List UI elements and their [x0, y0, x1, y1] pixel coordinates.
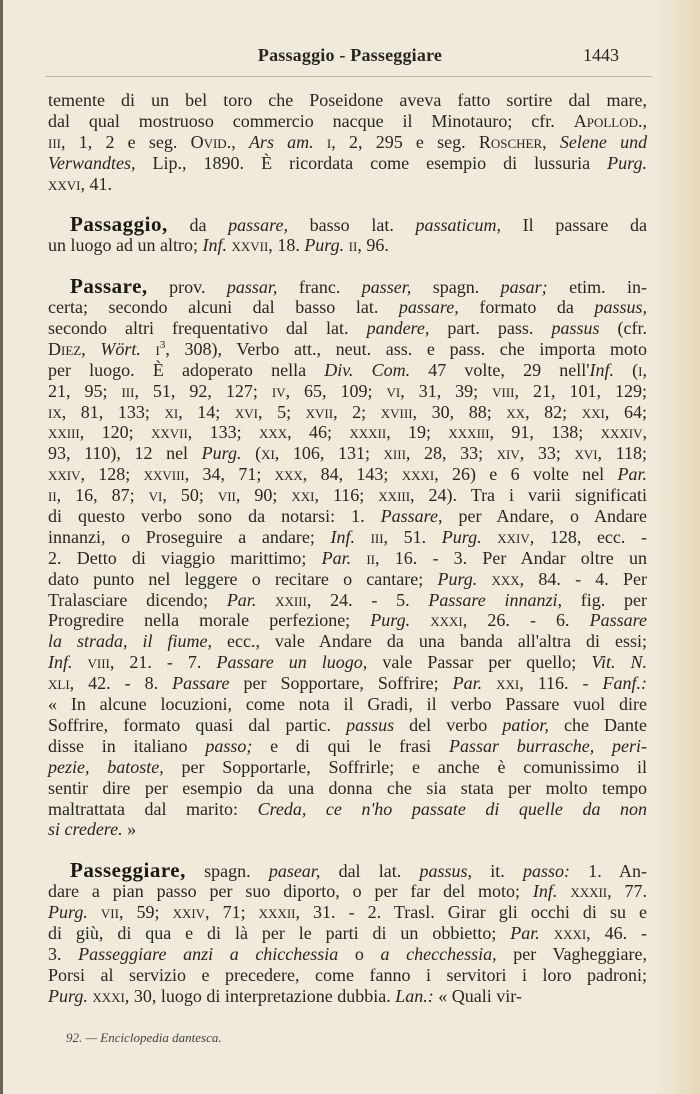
italic-text: Creda, ce n'ho passate di quelle da non: [257, 798, 647, 819]
text: [477, 569, 491, 589]
text: « In alcune locuzioni, come nota il Gradi, il verbo Passare vuol dire: [48, 694, 647, 715]
text: certa; secondo alcuni dal basso lat.: [48, 297, 399, 318]
text-line: [48, 778, 647, 799]
italic-text: Inf.: [589, 359, 614, 380]
text: 91, 138;: [494, 422, 601, 443]
text: 2, 295 e seg.: [335, 131, 479, 152]
text: innanzi, o Proseguire a andare;: [48, 526, 331, 547]
text-line: [48, 339, 647, 360]
small-caps-text: xvi,: [234, 401, 263, 422]
text: [482, 673, 496, 693]
text: [547, 132, 560, 152]
small-caps-text: xxi,: [291, 485, 319, 506]
small-caps-text: ii,: [366, 547, 380, 568]
text: 116;: [318, 485, 379, 506]
italic-text: Par.: [617, 464, 647, 485]
text-line: [48, 276, 647, 297]
text: [314, 132, 327, 152]
text: dato punto nel leggere o recitare o cantare;: [48, 568, 438, 589]
italic-text: Ars am.: [248, 131, 314, 152]
text-line: [48, 694, 647, 715]
text: [482, 527, 498, 547]
italic-text: Selene und: [559, 131, 648, 152]
italic-text: Purg.: [48, 985, 88, 1006]
text-line: [48, 610, 647, 631]
page-margin-shadow: [655, 0, 700, 1094]
text-line: [48, 214, 647, 235]
small-caps-text: xxx,: [259, 422, 292, 443]
text: per Vagheggiare,: [496, 943, 648, 964]
headword: Passeggiare,: [70, 858, 186, 883]
small-caps-text: ix,: [48, 401, 67, 422]
text: 2. Detto di viaggio marittimo;: [48, 547, 322, 568]
text: temente di un bel toro che Poseidone aveva fatto sortire dal mare,: [48, 90, 647, 110]
text: Tralasciare dicendo;: [48, 589, 227, 610]
text: Il passare da: [501, 215, 647, 236]
text: 51, 92, 127;: [138, 380, 272, 401]
small-caps-text: Ovid.,: [190, 131, 236, 152]
small-caps-text: xxxii,: [570, 881, 612, 902]
text-line: [48, 569, 647, 590]
small-caps-text: xxvii,: [231, 235, 273, 256]
text: prov.: [147, 277, 227, 298]
text-line: [48, 860, 647, 881]
text: 16, 87;: [61, 485, 149, 506]
text: disse in italiano: [48, 735, 206, 756]
italic-text: si credere.: [48, 819, 123, 840]
text-line: [48, 381, 647, 402]
small-caps-text: xxiii,: [378, 485, 415, 506]
small-caps-text: xi,: [164, 401, 183, 422]
text-line: [48, 506, 647, 527]
text: [557, 881, 570, 901]
text: 21, 95;: [48, 380, 122, 401]
text: 1, 2 e seg.: [65, 131, 191, 152]
text: secondo altri frequentativo dal lat.: [48, 318, 367, 339]
page-edge: [0, 0, 3, 1094]
small-caps-text: viii,: [87, 652, 115, 673]
small-caps-text: i,: [326, 131, 336, 152]
text-line: [48, 297, 647, 318]
italic-text: pasar;: [500, 277, 548, 298]
headword: Passare,: [70, 274, 148, 299]
text-line: [48, 111, 647, 132]
text: vale Passar per quello;: [367, 652, 592, 673]
text: 41.: [85, 173, 112, 194]
small-caps-text: xxx,: [491, 568, 525, 589]
text: [355, 527, 371, 547]
text: 2;: [337, 401, 381, 422]
text: 31, 39;: [404, 380, 493, 401]
text-line: [48, 673, 647, 694]
running-header-title: Passaggio - Passeggiare: [257, 45, 443, 65]
small-caps-text: xviii,: [380, 401, 418, 422]
text: e di qui le frasi: [252, 735, 449, 756]
text: ecc., vale Andare da una banda all'altra di essi;: [211, 631, 647, 652]
small-caps-text: xxx,: [274, 464, 308, 485]
italic-text: Purg.: [370, 610, 411, 631]
text: Lip., 1890. È ricordata come esempio di lussuria: [135, 152, 608, 173]
italic-text: Purg.: [437, 568, 478, 589]
small-caps-text: iii,: [48, 131, 66, 152]
text: 42. - 8.: [74, 673, 173, 694]
text-line: [48, 819, 647, 840]
text: 30, luogo di interpretazione dubbia.: [129, 985, 396, 1006]
text-line: [48, 464, 647, 485]
small-caps-text: xxi,: [581, 401, 610, 422]
text: [88, 902, 101, 922]
text: [540, 923, 554, 943]
small-caps-text: xxxii,: [258, 902, 300, 923]
italic-text: Par.: [510, 922, 540, 943]
text: 96.: [361, 235, 389, 256]
italic-text: passus,: [419, 861, 473, 882]
text-line: [48, 132, 647, 153]
text: spagn.: [411, 277, 501, 298]
italic-text: Passeggiare anzi a chicchessia: [78, 943, 339, 964]
text-line: [48, 881, 647, 902]
text: 46;: [291, 422, 350, 443]
text: 31. - 2. Trasl. Girar gli occhi di su e: [300, 902, 647, 923]
text: 18.: [272, 235, 305, 256]
italic-text: Inf.: [202, 235, 227, 256]
italic-text: Par.: [452, 673, 483, 694]
text: 51.: [388, 526, 442, 547]
italic-text: Purg.: [304, 235, 345, 256]
italic-text: pandere,: [366, 318, 430, 339]
text-line: [48, 235, 647, 256]
small-caps-text: i,: [638, 359, 647, 380]
text: part. pass.: [429, 318, 552, 339]
text: 90;: [240, 485, 292, 506]
text: 84. - 4. Per: [524, 568, 647, 589]
text-line: [48, 422, 647, 443]
text: dare a pian passo per suo diporto, o per far del moto;: [48, 881, 533, 902]
text: per Sopportare, Soffrire;: [229, 673, 453, 694]
text: 118;: [602, 443, 647, 464]
small-caps-text: Roscher,: [478, 131, 547, 152]
small-caps-text: xxxiii,: [448, 422, 495, 443]
footer-signature: 92. — Enciclopedia dantesca.: [66, 1030, 222, 1045]
text: [256, 590, 275, 610]
text-line: [48, 944, 647, 965]
text: 24). Tra i varii significati: [414, 485, 647, 506]
small-caps-text: xiv,: [496, 443, 525, 464]
paragraph: [48, 860, 647, 1006]
small-caps-text: xxxi,: [401, 464, 439, 485]
italic-text: Lan.:: [395, 985, 434, 1006]
text: « Quali vir-: [433, 985, 522, 1006]
italic-text: Inf.: [330, 526, 355, 547]
text-line: [48, 799, 647, 820]
text: [236, 132, 249, 152]
text: (: [241, 443, 262, 464]
small-caps-text: viii,: [492, 380, 520, 401]
text: per Sopportarle, Soffrirle; e anche è comunissimo il: [163, 756, 648, 777]
text-line: [48, 965, 647, 986]
small-caps-text: vi,: [386, 380, 405, 401]
text: formato da: [458, 297, 595, 318]
italic-text: passare,: [228, 215, 288, 236]
small-caps-text: xxi,: [496, 673, 524, 694]
italic-text: Wört.: [100, 338, 141, 359]
text-line: [48, 986, 647, 1007]
text: , 308), Verbo att., neut. ass. e pass. che importa moto: [165, 338, 648, 359]
text-line: [48, 360, 647, 381]
small-caps-text: ii,: [348, 235, 362, 256]
text: dal qual mostruoso commercio nacque il Minotauro; cfr.: [48, 110, 574, 131]
italic-text: pasear,: [268, 861, 321, 882]
text-line: [48, 153, 647, 174]
small-caps-text: xx,: [506, 401, 530, 422]
italic-text: passare,: [398, 297, 459, 318]
text: etim. in-: [547, 277, 648, 298]
text: sentir dire per esempio da una donna che sia stata per molto tempo: [48, 777, 647, 798]
text: 26) e 6 volte nel: [438, 464, 618, 485]
italic-text: Purg.: [201, 443, 242, 464]
text: 133;: [192, 422, 259, 443]
italic-text: Par.: [226, 589, 257, 610]
text: 26. - 6.: [467, 610, 590, 631]
text-line: [48, 757, 647, 778]
text: 33;: [524, 443, 575, 464]
small-caps-text: xxxi,: [553, 922, 591, 943]
text: di giù, di qua e di là per le parti di un obbietto;: [48, 922, 511, 943]
small-caps-text: xvi,: [574, 443, 603, 464]
text: per luogo. È adoperato nella: [48, 359, 325, 380]
paragraph: [48, 90, 647, 194]
small-caps-text: xvii,: [305, 401, 338, 422]
text: 50;: [166, 485, 218, 506]
text-column: [48, 90, 647, 1027]
text: 82;: [529, 401, 582, 422]
text-line: [48, 736, 647, 757]
text: 128;: [85, 464, 144, 485]
text: 59;: [123, 902, 173, 923]
small-caps-text: xxvi,: [48, 173, 85, 194]
italic-text: a checchessia,: [380, 943, 497, 964]
text: 93, 110), 12 nel: [48, 443, 202, 464]
text-line: [48, 652, 647, 673]
text: 16. - 3. Per Andar oltre un: [379, 547, 648, 568]
small-caps-text: iii,: [370, 526, 389, 547]
text-line: [48, 715, 647, 736]
italic-text: Passare: [172, 673, 230, 694]
text: 84, 143;: [307, 464, 402, 485]
text: maltrattata dal marito:: [48, 798, 258, 819]
text: (: [613, 359, 639, 380]
italic-text: Fanf.:: [602, 673, 648, 694]
italic-text: Par.: [321, 547, 352, 568]
text: da: [167, 215, 229, 236]
text: [351, 548, 366, 568]
italic-text: passus,: [594, 297, 648, 318]
small-caps-text: xxvii,: [150, 422, 193, 443]
small-caps-text: Apollod.,: [573, 110, 647, 131]
small-caps-text: xxxi,: [430, 610, 468, 631]
text: Soffrire, formato quasi dal partic.: [48, 714, 347, 735]
italic-text: patior,: [502, 714, 549, 735]
text: 106, 131;: [279, 443, 384, 464]
text: franc.: [277, 277, 362, 298]
text: 19;: [390, 422, 449, 443]
text: [141, 339, 156, 359]
italic-text: Div. Com.: [324, 359, 411, 380]
text-line: [48, 902, 647, 923]
text: 28, 33;: [410, 443, 497, 464]
small-caps-text: xli,: [48, 673, 75, 694]
text: di questo verbo sono da notarsi: 1.: [48, 506, 381, 527]
text-line: [48, 631, 647, 652]
header-rule: [46, 76, 652, 77]
italic-text: Vit. N.: [591, 652, 648, 673]
text: 64;: [609, 401, 647, 422]
text-line: [48, 485, 647, 506]
small-caps-text: xxiii,: [48, 422, 85, 443]
text: 46. -: [590, 922, 647, 943]
text: Porsi al servizio e precedere, come fanno i servitori i loro padroni;: [48, 964, 647, 985]
italic-text: passus: [346, 714, 395, 735]
small-caps-text: xi,: [261, 443, 280, 464]
headword: Passaggio,: [70, 212, 168, 237]
text: 47 volte, 29 nell': [410, 359, 590, 380]
italic-text: Passar burrasche, peri-: [448, 735, 647, 756]
text: 116. -: [523, 673, 603, 694]
paragraph: [48, 276, 647, 840]
page-number: 1443: [583, 45, 619, 65]
text: o: [338, 943, 381, 964]
text: 24. - 5.: [311, 589, 429, 610]
italic-text: Verwandtes,: [48, 152, 136, 173]
text-line: [48, 174, 647, 195]
text: 34, 71;: [189, 464, 275, 485]
small-caps-text: Diez,: [48, 338, 86, 359]
text: Progredire nella morale perfezione;: [48, 610, 371, 631]
text: 1. An-: [570, 861, 647, 882]
text: (cfr.: [599, 318, 647, 339]
italic-text: Inf.: [48, 652, 73, 673]
italic-text: passo:: [523, 861, 571, 882]
text: 71;: [209, 902, 259, 923]
text: 128, ecc. -: [534, 526, 648, 547]
text: 30, 88;: [417, 401, 507, 422]
italic-text: Inf.: [532, 881, 558, 902]
text: 81, 133;: [66, 401, 165, 422]
text: [86, 339, 101, 359]
italic-text: passo;: [205, 735, 253, 756]
italic-text: Purg.: [607, 152, 647, 173]
small-caps-text: iii,: [121, 380, 139, 401]
italic-text: la strada, il fiume,: [48, 631, 212, 652]
small-caps-text: xxxi,: [92, 985, 130, 1006]
text: 120;: [84, 422, 151, 443]
small-caps-text: vii,: [217, 485, 241, 506]
text-line: [48, 402, 647, 423]
text: 5;: [262, 401, 306, 422]
italic-text: Purg.: [441, 526, 482, 547]
text: del verbo: [394, 714, 503, 735]
small-caps-text: ii,: [48, 485, 62, 506]
text: it.: [472, 861, 524, 882]
text: [73, 652, 88, 672]
text: [410, 610, 430, 630]
italic-text: passaticum,: [415, 215, 501, 236]
text: dal lat.: [320, 861, 420, 882]
text-line: [48, 923, 647, 944]
text: un luogo ad un altro;: [48, 235, 203, 256]
small-caps-text: xiii,: [383, 443, 411, 464]
text: 3.: [48, 943, 79, 964]
small-caps-text: i: [155, 338, 160, 359]
text-line: [48, 318, 647, 339]
italic-text: passus: [551, 318, 600, 339]
text-line: [48, 590, 647, 611]
text: che Dante: [548, 714, 648, 735]
text-line: [48, 443, 647, 464]
italic-text: pezie, batoste,: [48, 756, 164, 777]
text: 65, 109;: [290, 380, 387, 401]
italic-text: Passare un luogo,: [216, 652, 368, 673]
text: basso lat.: [287, 215, 416, 236]
italic-text: Purg.: [48, 902, 88, 923]
italic-text: Passare: [589, 610, 648, 631]
text: »: [122, 819, 137, 840]
small-caps-text: xxxiv,: [600, 422, 647, 443]
small-caps-text: vii,: [100, 902, 124, 923]
small-caps-text: xxiv,: [172, 902, 210, 923]
italic-text: passar,: [226, 277, 278, 298]
text-line: [48, 527, 647, 548]
italic-text: Passare innanzi,: [428, 589, 563, 610]
small-caps-text: iv,: [271, 380, 291, 401]
text: fig. per: [562, 589, 648, 610]
text: 21. - 7.: [114, 652, 217, 673]
text: 14;: [182, 401, 235, 422]
small-caps-text: vi,: [148, 485, 167, 506]
small-caps-text: xxxii,: [349, 422, 391, 443]
text: 21, 101, 129;: [519, 380, 647, 401]
text-line: [48, 90, 647, 111]
small-caps-text: xxiv,: [497, 526, 535, 547]
text: spagn.: [185, 861, 269, 882]
italic-text: passer,: [361, 277, 412, 298]
text: per Andare, o Andare: [442, 506, 647, 527]
italic-text: Passare,: [380, 506, 443, 527]
small-caps-text: xxiv,: [48, 464, 85, 485]
text-line: [48, 548, 647, 569]
small-caps-text: xxiii,: [275, 589, 312, 610]
paragraph: [48, 214, 647, 256]
superscript: 3: [159, 338, 166, 351]
small-caps-text: xxviii,: [143, 464, 190, 485]
text: 77.: [611, 881, 648, 902]
